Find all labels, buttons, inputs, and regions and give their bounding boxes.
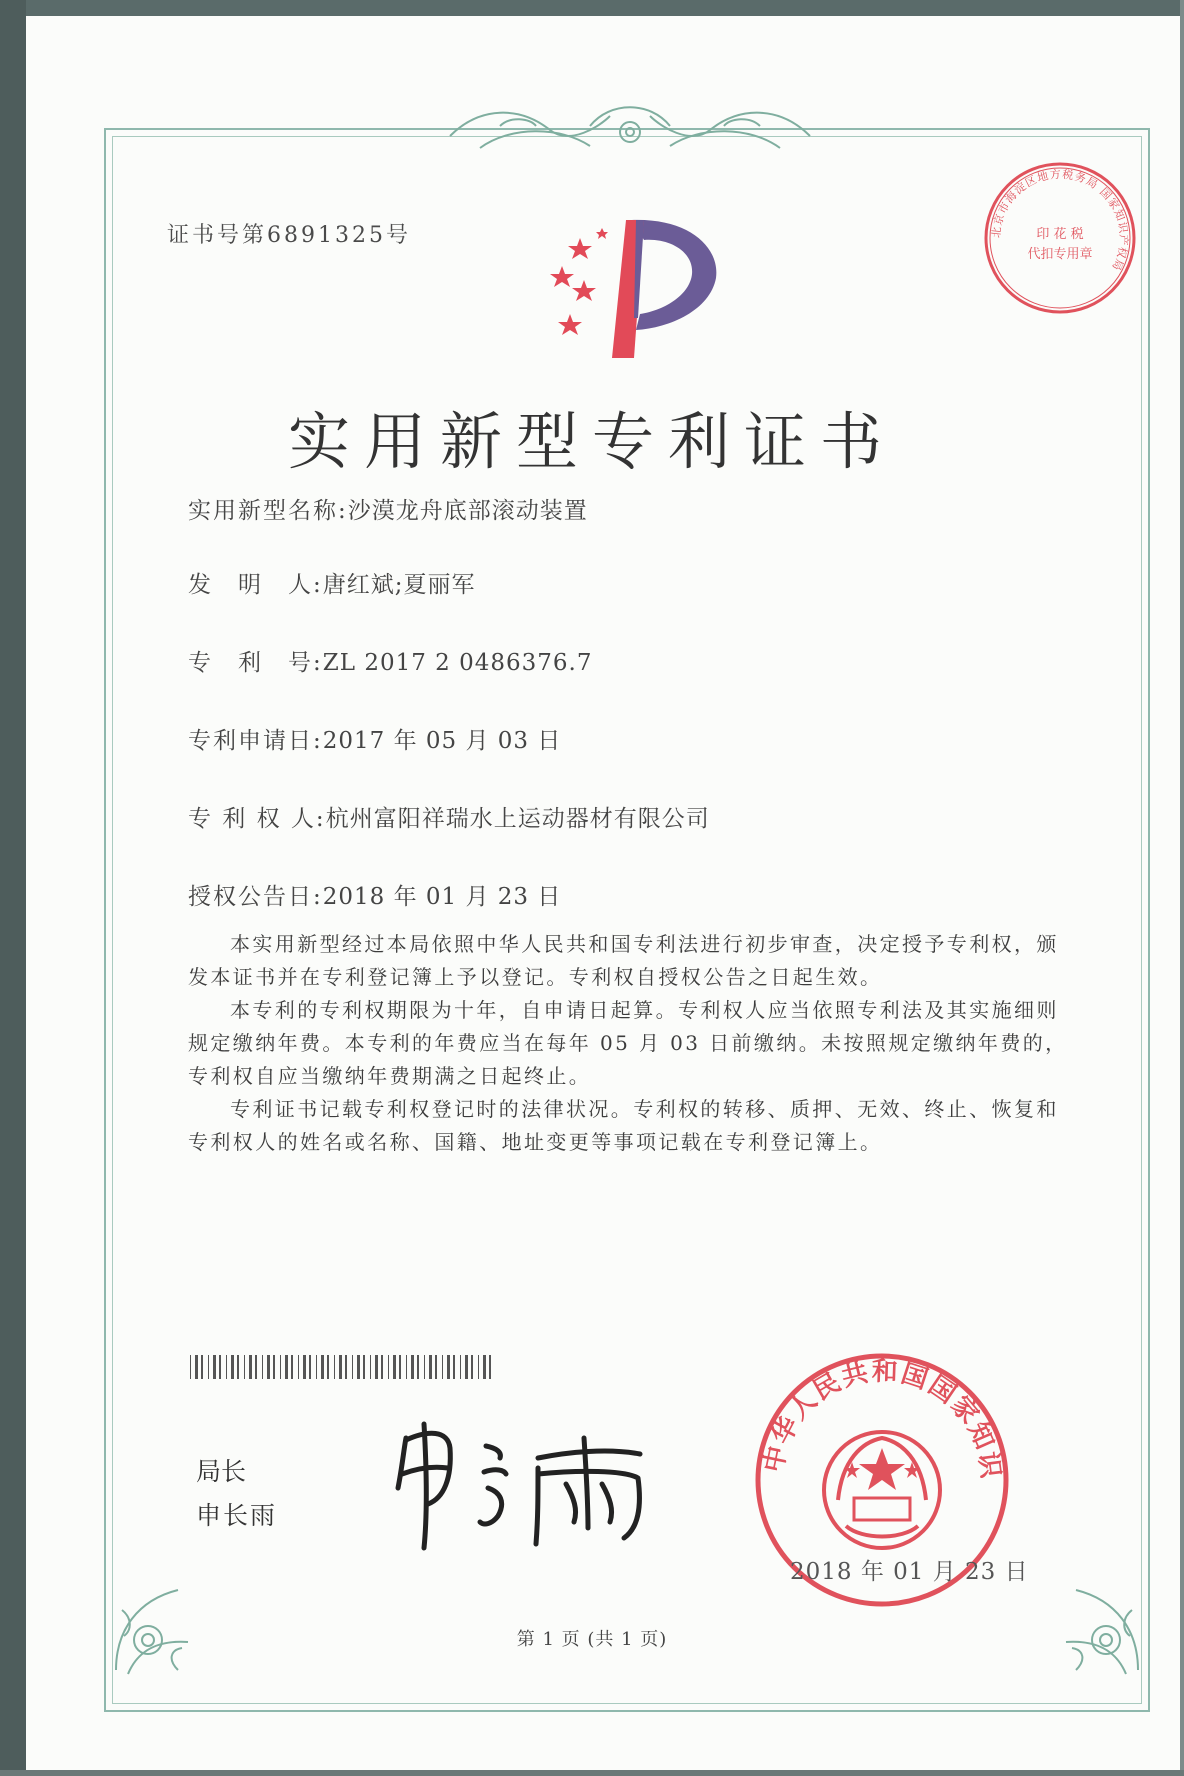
tax-stamp bbox=[980, 158, 1140, 318]
field-value: ZL 2017 2 0486376.7 bbox=[322, 650, 593, 676]
svg-text:印 花 税: 印 花 税 bbox=[1036, 227, 1084, 242]
director-name: 申长雨 bbox=[196, 1501, 278, 1530]
field-application-date bbox=[188, 722, 561, 755]
field-patent-number bbox=[188, 644, 592, 677]
svg-text:北京市海淀区地方税务局 国家知识产权局: 北京市海淀区地方税务局 国家知识产权局 bbox=[989, 167, 1131, 274]
body-paragraph: 本专利的专利权期限为十年，自申请日起算。专利权人应当依照专利法及其实施细则规定缴纳年费。本专利的年费应当在每年 05 月 03 日前缴纳。未按照规定缴纳年费的，专利权自应当缴纳年费期满之日起终止。 bbox=[188, 998, 1068, 1088]
field-label: 专利申请日: bbox=[188, 728, 323, 754]
director-role: 局长 bbox=[196, 1457, 247, 1486]
field-value: 唐红斌;夏丽军 bbox=[322, 572, 476, 598]
director-signature bbox=[388, 1418, 648, 1558]
field-value: 2018 年 01 月 23 日 bbox=[322, 884, 562, 910]
field-label: 授权公告日: bbox=[188, 884, 323, 910]
field-patentee bbox=[188, 800, 710, 833]
field-inventor bbox=[188, 566, 476, 599]
body-paragraph: 专利证书记载专利权登记时的法律状况。专利权的转移、质押、无效、终止、恢复和专利权人的姓名或名称、国籍、地址变更等事项记载在专利登记簿上。 bbox=[188, 1097, 1059, 1154]
national-emblem-icon bbox=[824, 1432, 940, 1548]
field-label: 发 明 人: bbox=[188, 572, 323, 598]
svg-text:中华人民共和国国家知识产权局: 中华人民共和国国家知识 bbox=[758, 1356, 1006, 1482]
barcode-icon bbox=[190, 1355, 500, 1379]
scan-edge-top bbox=[0, 0, 1184, 16]
seal-date: 2018 年 01 月 23 日 bbox=[790, 1559, 1029, 1585]
page-info: 第 1 页 (共 1 页) bbox=[516, 1629, 668, 1650]
scan-edge-left bbox=[0, 0, 26, 1776]
certificate-title: 实用新型专利证书 bbox=[287, 405, 896, 478]
scan-edge-right bbox=[1180, 0, 1184, 1776]
svg-text:代扣专用章: 代扣专用章 bbox=[1027, 247, 1093, 262]
field-value: 沙漠龙舟底部滚动装置 bbox=[347, 498, 588, 524]
field-utility-model-name bbox=[188, 492, 588, 525]
patent-office-logo-icon bbox=[540, 218, 730, 358]
body-paragraph: 本实用新型经过本局依照中华人民共和国专利法进行初步审查，决定授予专利权，颁发本证书并在专利登记簿上予以登记。专利权自授权公告之日起生效。 bbox=[188, 932, 1059, 989]
field-value: 2017 年 05 月 03 日 bbox=[322, 728, 562, 754]
field-label: 专 利 权 人: bbox=[188, 806, 326, 832]
field-grant-date bbox=[188, 878, 561, 911]
certificate-number: 证书号第6891325号 bbox=[167, 223, 411, 248]
field-label: 实用新型名称: bbox=[188, 498, 348, 524]
certificate-body bbox=[188, 928, 1080, 1159]
field-label: 专 利 号: bbox=[188, 650, 323, 676]
top-ornament-icon bbox=[440, 96, 820, 162]
scan-edge-bottom bbox=[0, 1770, 1184, 1776]
field-value: 杭州富阳祥瑞水上运动器材有限公司 bbox=[325, 806, 710, 832]
